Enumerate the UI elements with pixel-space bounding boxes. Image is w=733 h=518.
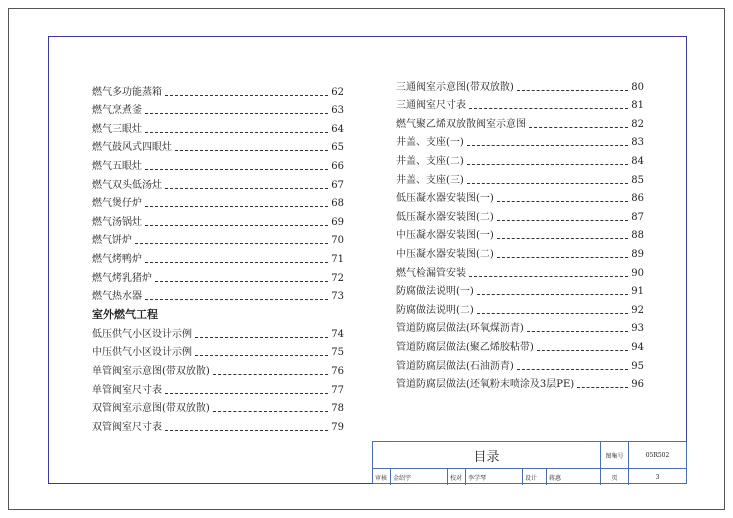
dot-leader [469,108,628,109]
toc-entry-page: 77 [331,384,344,396]
toc-entry-page: 80 [631,81,644,93]
toc-row [396,317,644,336]
toc-entry-page: 81 [631,100,644,112]
dot-leader [497,238,628,239]
toc-entry-page: 90 [631,267,644,279]
dot-leader [145,206,328,207]
dot-leader [577,387,628,388]
atlas-number-label: 图集号 [601,442,629,469]
toc-entry-title: 燃气热水器 [92,291,142,303]
dot-leader [145,169,328,170]
dot-leader [537,350,628,351]
toc-entry-title: 中压供气小区设计示例 [92,347,192,359]
toc-row [92,210,344,229]
toc-row [396,112,644,131]
toc-entry-page: 71 [331,253,344,265]
toc-entry-page: 85 [631,174,644,186]
toc-entry-title: 燃气饼炉 [92,235,132,247]
toc-row [92,136,344,155]
toc-entry-page: 82 [631,118,644,130]
toc-row [396,94,644,113]
dot-leader [497,201,628,202]
toc-row [92,341,344,360]
toc-entry-page: 96 [631,379,644,391]
toc-entry-title: 井盖、支座(一) [396,137,464,149]
toc-entry-page: 78 [331,403,344,415]
toc-row [396,280,644,299]
toc-entry-title: 三通阀室尺寸表 [396,100,466,112]
toc-entry-title: 防腐做法说明(一) [396,286,474,298]
toc-entry-page: 94 [631,341,644,353]
dot-leader [145,262,328,263]
toc-row [396,373,644,392]
toc-entry-page: 92 [631,304,644,316]
toc-entry-title: 低压供气小区设计示例 [92,328,192,340]
toc-entry-page: 88 [631,230,644,242]
toc-entry-page: 64 [331,123,344,135]
toc-entry-title: 燃气煲仔炉 [92,198,142,210]
toc-entry-page: 70 [331,235,344,247]
toc-entry-title: 井盖、支座(二) [396,155,464,167]
toc-row [92,192,344,211]
dot-leader [517,90,628,91]
toc-entry-title: 中压凝水器安装图(二) [396,248,494,260]
dot-leader [497,257,628,258]
dot-leader [165,393,328,394]
toc-entry-title: 三通阀室示意图(带双放散) [396,81,514,93]
toc-row [92,266,344,285]
toc-left-column [92,80,344,434]
dot-leader [467,164,628,165]
dot-leader [135,243,328,244]
toc-entry-title: 燃气检漏管安装 [396,267,466,279]
toc-row [92,99,344,118]
check-label: 校对 [448,469,466,485]
toc-entry-page: 68 [331,198,344,210]
toc-entry-page: 79 [331,421,344,433]
check-name: 李学琴 [466,469,523,485]
toc-entry-title: 燃气聚乙烯双放散阀室示意图 [396,118,526,130]
toc-entry-title: 井盖、支座(三) [396,174,464,186]
dot-leader [195,337,328,338]
toc-list-left-after [92,322,344,434]
toc-entry-title: 防腐做法说明(二) [396,304,474,316]
toc-row [396,187,644,206]
toc-entry-page: 75 [331,347,344,359]
dot-leader [165,95,328,96]
dot-leader [529,127,628,128]
toc-entry-title: 低压凝水器安装图(二) [396,211,494,223]
toc-entry-page: 86 [631,193,644,205]
title-block [372,441,687,484]
dot-leader [165,430,328,431]
toc-entry-page: 69 [331,216,344,228]
toc-row [396,205,644,224]
dot-leader [195,355,328,356]
dot-leader [145,132,328,133]
toc-entry-title: 燃气三眼灶 [92,123,142,135]
dot-leader [467,145,628,146]
toc-row [396,261,644,280]
atlas-number: 05R502 [629,442,686,469]
toc-entry-title: 燃气鼓风式四眼灶 [92,142,172,154]
title-block-title: 目录 [373,442,601,469]
toc-row [396,168,644,187]
toc-row [92,378,344,397]
toc-entry-title: 管道防腐层做法(聚乙烯胶粘带) [396,341,534,353]
toc-entry-page: 84 [631,155,644,167]
page-label: 页 [601,469,629,485]
toc-row [92,229,344,248]
section-title: 室外燃气工程 [92,308,158,322]
toc-entry-page: 76 [331,365,344,377]
dot-leader [477,294,628,295]
dot-leader [175,150,328,151]
toc-entry-title: 管道防腐层做法(还氧粉末喷涂及3层PE) [396,379,575,391]
toc-entry-title: 管道防腐层做法(环氧煤沥青) [396,323,524,335]
toc-right-column [396,75,644,391]
toc-row [92,415,344,434]
toc-entry-title: 管道防腐层做法(石油沥青) [396,360,514,372]
toc-entry-page: 66 [331,160,344,172]
dot-leader [527,331,628,332]
toc-row [396,354,644,373]
dot-leader [497,220,628,221]
toc-entry-page: 87 [631,211,644,223]
toc-entry-title: 燃气汤锅灶 [92,216,142,228]
toc-entry-title: 单管阀室尺寸表 [92,384,162,396]
dot-leader [213,411,328,412]
toc-entry-title: 燃气烤鸭炉 [92,253,142,265]
dot-leader [165,188,328,189]
toc-entry-title: 双管阀室示意图(带双放散) [92,403,210,415]
dot-leader [469,276,628,277]
toc-row [92,322,344,341]
dot-leader [477,313,628,314]
toc-entry-page: 91 [631,286,644,298]
design-name: 蒋惠 [547,469,601,485]
dot-leader [145,299,328,300]
toc-entry-title: 单管阀室示意图(带双放散) [92,365,210,377]
page-number: 3 [655,473,660,481]
toc-entry-title: 燃气多功能蒸箱 [92,86,162,98]
toc-row [92,359,344,378]
toc-row [396,335,644,354]
dot-leader [155,281,328,282]
toc-row [92,247,344,266]
toc-entry-page: 83 [631,137,644,149]
toc-entry-page: 72 [331,272,344,284]
toc-row [396,75,644,94]
toc-entry-title: 燃气双头低汤灶 [92,179,162,191]
toc-entry-page: 74 [331,328,344,340]
toc-row [396,298,644,317]
design-label: 设计 [523,469,547,485]
toc-entry-title: 燃气烹煮釜 [92,105,142,117]
toc-entry-page: 65 [331,142,344,154]
toc-list-right [396,75,644,391]
toc-row [92,154,344,173]
toc-entry-page: 95 [631,360,644,372]
toc-entry-title: 低压凝水器安装图(一) [396,193,494,205]
toc-row [92,80,344,99]
toc-entry-title: 中压凝水器安装图(一) [396,230,494,242]
toc-entry-title: 双管阀室尺寸表 [92,421,162,433]
toc-entry-title: 燃气烤乳猪炉 [92,272,152,284]
toc-entry-page: 62 [331,86,344,98]
dot-leader [467,183,628,184]
dot-leader [517,369,628,370]
toc-entry-page: 89 [631,248,644,260]
toc-row [92,397,344,416]
dot-leader [145,113,328,114]
toc-entry-page: 63 [331,105,344,117]
review-name: 金绍宇 [391,469,448,485]
toc-entry-page: 93 [631,323,644,335]
toc-entry-page: 73 [331,291,344,303]
toc-row [396,224,644,243]
toc-row [396,242,644,261]
dot-leader [145,225,328,226]
toc-row [396,131,644,150]
toc-entry-title: 燃气五眼灶 [92,160,142,172]
dot-leader [213,374,328,375]
toc-row [92,117,344,136]
toc-row [92,173,344,192]
review-label: 审核 [373,469,391,485]
toc-list-left [92,80,344,303]
toc-row [396,149,644,168]
toc-row [92,285,344,304]
toc-entry-page: 67 [331,179,344,191]
